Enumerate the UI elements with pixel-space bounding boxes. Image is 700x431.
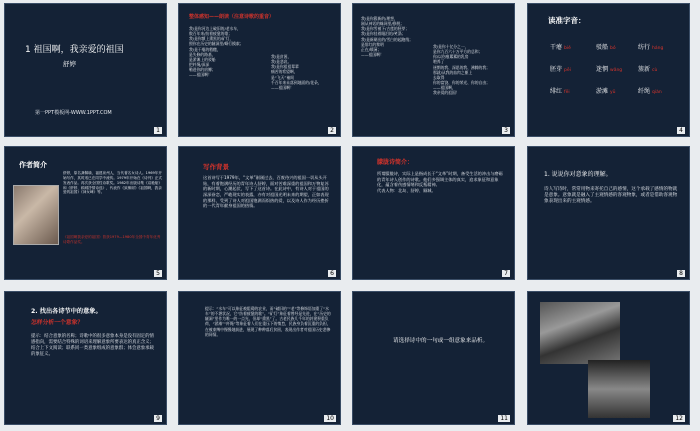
slide-number: 5 <box>156 270 160 277</box>
poem-lines: 我/是你河边上破旧的/老水车， 数百年来/纺着疲惫的歌； 我/是你额上熏黑的/矿灯， 照你在历史的隧洞里/蜗行摸索； 我/是干瘪的稻穗， 是失修的路基， 是淤滩上的驳船 把纤绳/深深 勒进你的肩膊； ——祖国啊！ <box>189 26 244 78</box>
slide-author: 舒婷 <box>63 60 76 68</box>
background-text: 这首诗写于1979年，“文革”刚刚过去，百废待兴的祖国一切从头开始，有着饱满经历的青年诗人舒婷，面对苦难深重的祖国和万物复苏的新时期，心潮起伏，写下了这首诗。在此诗中，有诗人对于祖国的深深眷恋，严峻现实的表露，亦有对祖国光明未来的期望，正如表现的那样，受到了诗人对祖国饱满而炽热的爱，以及诗人作为经历挫折的一代青年献身祖国的热情。 <box>203 175 329 209</box>
slide-number: 9 <box>156 415 160 422</box>
pinyin-pair: 胚芽 pēi <box>550 66 571 73</box>
slide-thumbnail-9[interactable] <box>4 291 167 425</box>
pinyin-pair: 绯红 fēi <box>550 88 570 95</box>
question: 2. 找出各诗节中的意象。 <box>31 308 102 315</box>
slide-number: 11 <box>500 415 508 422</box>
slide-heading: 读准字音： <box>548 16 586 25</box>
slide-heading: 作者简介 <box>19 161 47 169</box>
slide-heading: 写作背景 <box>203 163 229 171</box>
slide-number: 8 <box>679 270 683 277</box>
pinyin-pair: 簇新 cù <box>638 66 658 73</box>
pinyin-pair: 纤绳 qiàn <box>638 88 662 95</box>
slide-number: 1 <box>156 127 160 134</box>
slide-thumbnail-3[interactable] <box>352 3 515 137</box>
author-bio: 舒婷，原名龚佩瑜，福建泉州人，当代著名女诗人。1969年开始写作，其时适已在同学中流传。1979年开始在《诗刊》正式发表作品。再次获全国性诗歌奖。1982年出版诗集《双桅船》和《舒婷、顾城抒情诗选》，代表作《致橡树》《祖国啊，我亲爱的祖国》《神女峰》等。 <box>63 171 162 195</box>
slide-thumbnail-11[interactable] <box>352 291 515 425</box>
pinyin-pair: 驳船 bó <box>596 44 616 51</box>
author-note: 《祖国啊我亲爱的祖国》曾获1979—1980年全国中青年优秀诗歌作品奖。 <box>63 235 161 244</box>
slide-number: 2 <box>330 127 334 134</box>
question: 1. 说说你对意象的理解。 <box>544 171 612 178</box>
slide-thumbnail-5[interactable] <box>4 146 167 280</box>
slide-thumbnail-4[interactable] <box>527 3 690 137</box>
sub-question: 怎样分析一个意象？ <box>31 320 84 326</box>
pinyin-pair: 干瘪 biě <box>550 44 571 51</box>
poem-lines-right: 我/是你十亿分之一， 是你九百六十万平方的总和； 你/以伤痕累累的乳房 喂养了 迷惘的我、深思的我、沸腾的我； 那就/从我的血肉之躯上 去取得 你的富饶、你的荣光、你的自由； ——祖国啊， 我亲爱的祖国！ <box>433 44 490 96</box>
waterwheel-photo <box>540 302 620 364</box>
slide-title: 1 祖国啊，我亲爱的祖国 <box>25 45 124 55</box>
hint-text: 提示：结合意象的名称；诗歌中的很多意象本身是没有固定的情感指向，需要结合特殊的词语来理解意象所要表达的真正含义；结合上下文阅读；联系同一类意象组成的意象群；体会意象承载的象征义。 <box>31 334 154 357</box>
slide-thumbnail-7[interactable] <box>352 146 515 280</box>
slide-thumbnail-6[interactable] <box>178 146 341 280</box>
slide-number: 4 <box>679 127 683 134</box>
slide-number: 10 <box>326 415 334 422</box>
misty-poetry-text: 所谓朦胧诗，实际上是指成长于“文革”时期，备受生活的冲击与磨砺的青年诗人创作的诗歌。他们多强调主体的真实，追求象征和意象化，蕴含着伤感情绪和反叛精神。 代表人物：北岛、舒婷、顾城。 <box>377 171 503 194</box>
pinyin-pair: 淤滩 yū <box>596 88 616 95</box>
slide-thumbnail-1[interactable] <box>4 3 167 137</box>
answer-text: 诗人写诗时，常常用物来寄托自己的感情，这个承载了感情的物就是意象。意象就是融入了主观情感的客观物象，或者是借助客观物象表现出来的主观情感。 <box>544 187 678 205</box>
poem-lines: 我/是你簇新的/理想， 刚从神话的蛛网里/挣脱； 我/是你雪被下/古莲的胚芽； 我/是你挂着眼泪的/笑涡； 我/是新刷出的/雪白的起跑线； 是绯红的黎明 正在/喷薄； ——祖国啊！ <box>361 16 413 57</box>
pinyin-pair: 迷惘 wǎng <box>596 66 623 73</box>
slide-footer: 第一PPT模板网-WWW.1PPT.COM <box>35 110 112 116</box>
slide-heading: 朦胧诗简介： <box>377 159 414 166</box>
tunnel-photo <box>588 360 650 418</box>
hint-text: 提示：“水车”可以象征被阻碍的农业，而“破旧的”“老”等修饰语加重了“水车”的不堪状况，它“纺着疲惫的歌”。“矿灯”象征着曾经是先进，在“历史的隧洞”里作为唯一的一点光，但却“熏黑”了。古老民族几千年的封建积重负荷，“淤滩”“纤绳”等象征着人们在重压下的惰怠，民族身负着沉重的负担，在被束缚中慢慢地前进，展现了种种落后贫困，表现出作者对祖国历史悲惨的同情。 <box>205 306 331 337</box>
slide-number: 12 <box>675 415 683 422</box>
slide-thumbnail-12[interactable] <box>527 291 690 425</box>
question: 请选择诗中的一句或一组意象来品析。 <box>393 338 489 344</box>
slide-thumbnail-10[interactable] <box>178 291 341 425</box>
slide-number: 7 <box>504 270 508 277</box>
slide-number: 6 <box>330 270 334 277</box>
slide-thumbnail-2[interactable] <box>178 3 341 137</box>
pinyin-pair: 纺行 háng <box>638 44 664 51</box>
slide-thumbnail-8[interactable] <box>527 146 690 280</box>
slide-number: 3 <box>504 127 508 134</box>
author-photo <box>13 185 59 245</box>
poem-lines-right: 我/是贫困， 我/是悲哀。 我/是你祖祖辈辈 痛苦的希望啊， 是“飞天”袖间 千百年来未落到地面的/花朵， ——祖国啊！ <box>271 54 322 90</box>
slide-heading: 整体感知——朗读（注意诗歌的重音） <box>189 14 275 20</box>
